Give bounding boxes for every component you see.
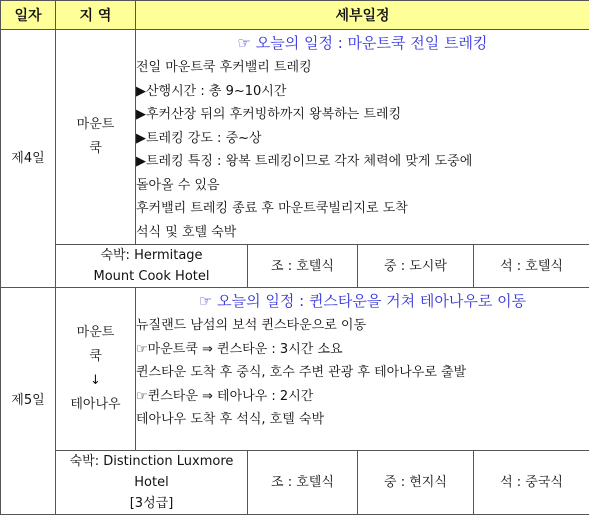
header-date: 일자 (1, 1, 56, 30)
day5-details (136, 288, 589, 451)
day4-line: 후커밸리 트레킹 종료 후 마운트쿡빌리지로 도착 (136, 197, 589, 221)
day4-line: ▶트레킹 특징 : 왕복 트레킹이므로 각자 체력에 맞게 도중에 (136, 150, 589, 174)
day4-region (56, 30, 136, 245)
day4-line: 돌아올 수 있음 (136, 174, 589, 198)
day4-region-line: 쿡 (56, 137, 135, 161)
day5-stay-line: [3성급] (56, 493, 247, 514)
down-arrow-icon: ↓ (56, 369, 135, 393)
day4-lunch: 중 : 도시락 (358, 245, 474, 288)
day4-row (1, 30, 589, 245)
day5-region (56, 288, 136, 451)
day5-dinner: 석 : 중국식 (474, 451, 589, 515)
header-region: 지 역 (56, 1, 136, 30)
day5-region-line: 마운트 (56, 321, 135, 345)
day4-line: ▶후커산장 뒤의 후커빙하까지 왕복하는 트레킹 (136, 103, 589, 127)
day5-stay-line: 숙박: Distinction Luxmore Hotel (56, 451, 247, 493)
day5-stay-row (1, 451, 589, 515)
day5-region-line: 쿡 (56, 345, 135, 369)
day4-dinner: 석 : 호텔식 (474, 245, 589, 288)
day5-headline: ☞ 오늘의 일정 : 퀸스타운을 거쳐 테아나우로 이동 (136, 288, 589, 314)
day5-line: ☞마운트쿡 ⇒ 퀸스타운 : 3시간 소요 (136, 338, 589, 362)
day5-breakfast: 조 : 호텔식 (248, 451, 358, 515)
day4-stay-line: 숙박: Hermitage (56, 245, 247, 266)
day4-stay-row (1, 245, 589, 288)
day4-details (136, 30, 589, 245)
day5-region-line: 테아나우 (56, 393, 135, 417)
day5-row (1, 288, 589, 451)
day4-line: ▶트레킹 강도 : 중~상 (136, 127, 589, 151)
day4-line: 전일 마운트쿡 후커밸리 트레킹 (136, 56, 589, 80)
day5-date: 제5일 (1, 288, 56, 515)
header-details: 세부일정 (136, 1, 589, 30)
day4-region-line: 마운트 (56, 113, 135, 137)
day4-headline: ☞ 오늘의 일정 : 마운트쿡 전일 트레킹 (136, 30, 589, 56)
day5-line: ☞퀸스타운 ⇒ 테아나우 : 2시간 (136, 385, 589, 409)
day4-line: 석식 및 호텔 숙박 (136, 221, 589, 245)
day4-line: ▶산행시간 : 총 9~10시간 (136, 80, 589, 104)
header-row (1, 1, 589, 30)
day5-line: 퀸스타운 도착 후 중식, 호수 주변 관광 후 테아나우로 출발 (136, 361, 589, 385)
day5-lunch: 중 : 현지식 (358, 451, 474, 515)
day4-breakfast: 조 : 호텔식 (248, 245, 358, 288)
day4-stay (56, 245, 248, 288)
day5-stay (56, 451, 248, 515)
day4-date: 제4일 (1, 30, 56, 288)
day5-line: 테아나우 도착 후 석식, 호텔 숙박 (136, 408, 589, 432)
day4-stay-line: Mount Cook Hotel (56, 266, 247, 287)
day5-line: 뉴질랜드 남섬의 보석 퀸스타운으로 이동 (136, 314, 589, 338)
